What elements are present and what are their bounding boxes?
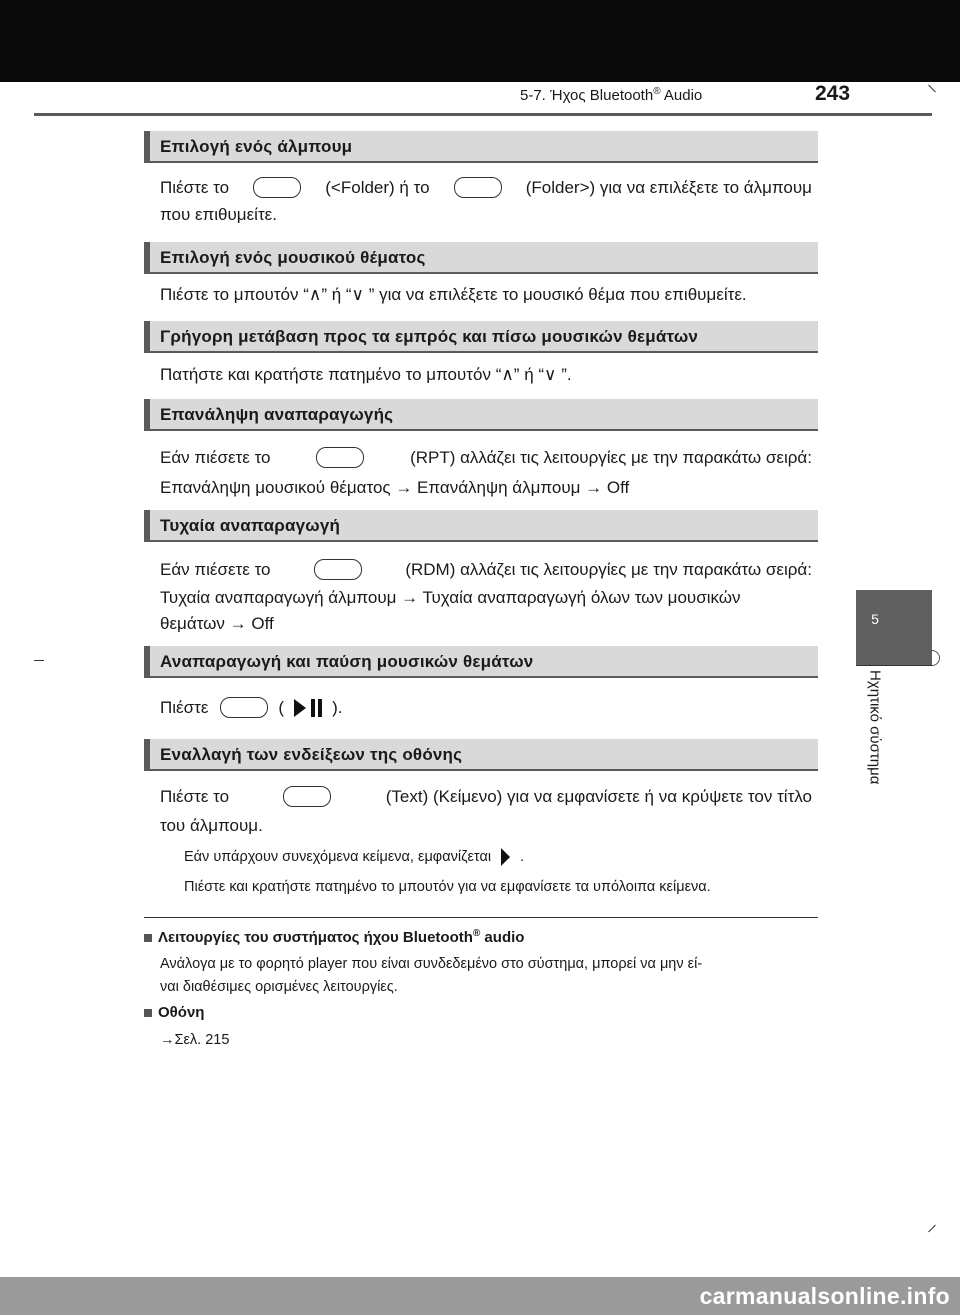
rpt-button-icon [316, 447, 364, 468]
folder-up-button-icon [454, 177, 502, 198]
paragraph: Εάν πιέσετε το (RPT) αλλάζει τις λειτουργίες με την παρακάτω σειρά: Επανάληψη μουσικού θέματος → Επανάληψη άλμπουμ → Off [160, 448, 812, 497]
section-heading: Εναλλαγή των ενδείξεων της οθόνης [144, 739, 818, 771]
crop-mark [928, 85, 936, 93]
separator [144, 917, 818, 918]
section-heading: Επιλογή ενός άλμπουμ [144, 131, 818, 163]
chapter-label: Ηχητικό σύστημα [866, 670, 884, 785]
footnote-body: →Σελ. 215 [160, 1032, 230, 1048]
note-line: Πιέστε και κρατήστε πατημένο το μπουτόν για να εμφανίσετε τα υπόλοιπα κείμενα. [184, 879, 711, 895]
square-bullet-icon [144, 1009, 152, 1017]
page-number: 243 [815, 82, 851, 105]
crop-mark [34, 660, 44, 661]
paragraph: Πιέστε το μπουτόν “∧” ή “∨ ” για να επιλέξετε το μουσικό θέμα που επιθυμείτε. [160, 285, 747, 304]
paragraph: Εάν πιέσετε το (RDM) αλλάζει τις λειτουργίες με την παρακάτω σειρά: Τυχαία αναπαραγωγή άλμπουμ → Τυχαία αναπαραγωγή όλων των μουσικών θεμάτων → Off [160, 560, 812, 633]
paragraph: Πιέστε το (<Folder) ή το (Folder>) για να επιλέξετε το άλμπουμ που επιθυμείτε. [160, 178, 812, 224]
more-text-arrow-icon [501, 848, 510, 866]
footnote-body: Ανάλογα με το φορητό player που είναι συνδεδεμένο στο σύστημα, μπορεί να μην εί- ναι διαθέσιμες ορισμένες λειτουργίες. [160, 956, 703, 995]
paragraph: Πιέστε το (Text) (Κείμενο) για να εμφανίσετε ή να κρύψετε τον τίτλο του άλμπουμ. [160, 787, 812, 835]
section-heading: Τυχαία αναπαραγωγή [144, 510, 818, 542]
section-header: 5-7. Ήχος Bluetooth® Audio [520, 86, 703, 104]
watermark-bar [0, 1277, 960, 1315]
play-pause-button-icon [220, 697, 268, 718]
chapter-tab-line [856, 665, 932, 666]
note-line: Εάν υπάρχουν συνεχόμενα κείμενα, εμφανίζεται . [184, 848, 525, 865]
crop-mark [928, 1225, 936, 1233]
folder-down-button-icon [253, 177, 301, 198]
rdm-button-icon [314, 559, 362, 580]
section-heading: Επανάληψη αναπαραγωγής [144, 399, 818, 431]
text-button-icon [283, 786, 331, 807]
chapter-tab [856, 590, 932, 665]
section-heading: Γρήγορη μετάβαση προς τα εμπρός και πίσω μουσικών θεμάτων [144, 321, 818, 353]
section-heading: Επιλογή ενός μουσικού θέματος [144, 242, 818, 274]
paragraph: Πατήστε και κρατήστε πατημένο το μπουτόν “∧” ή “∨ ”. [160, 365, 572, 384]
footnote-heading: Λειτουργίες του συστήματος ήχου Bluetooth® audio [144, 928, 524, 946]
top-black-bar [0, 0, 960, 82]
chapter-number: 5 [871, 611, 879, 627]
paragraph: Πιέστε ( ). [160, 698, 343, 717]
square-bullet-icon [144, 934, 152, 942]
watermark-text: carmanualsonline.info [699, 1283, 950, 1309]
header-rule [34, 113, 932, 116]
footnote-heading: Οθόνη [144, 1004, 204, 1021]
play-pause-icon [294, 699, 322, 717]
section-heading: Αναπαραγωγή και παύση μουσικών θεμάτων [144, 646, 818, 678]
